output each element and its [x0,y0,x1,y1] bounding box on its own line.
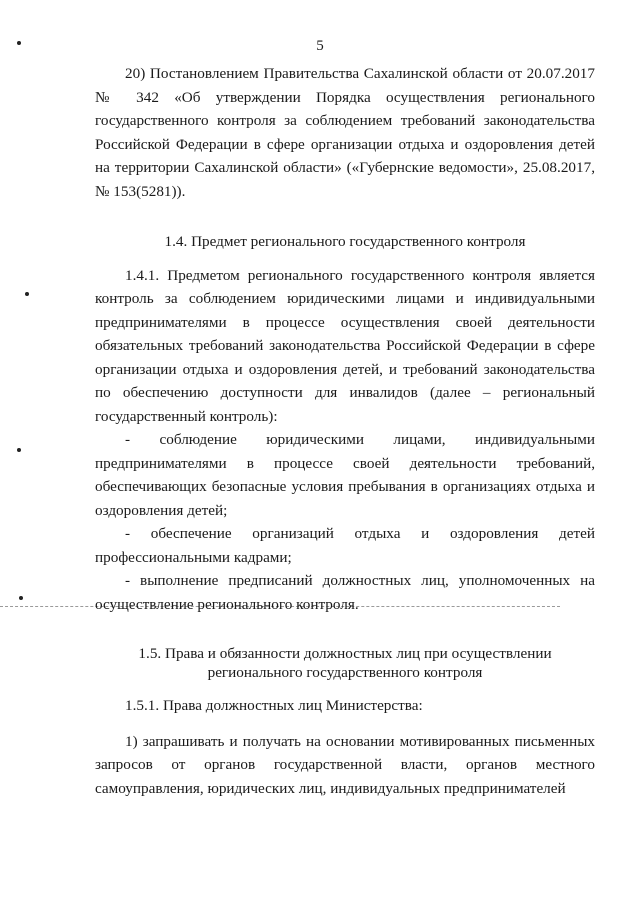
scan-speck [25,292,29,296]
bullet-item: - обеспечение организаций отдыха и оздоровления детей профессиональными кадрами; [95,525,595,566]
heading-line: регионального государственного контроля [207,664,483,681]
bullet-item: - соблюдение юридическими лицами, индивидуальными предпринимателями в процессе своей деятельности требований, обеспечивающих безопасные условия пребывания в организациях отдыха и оздоровления детей; [95,431,595,519]
document-body [95,62,595,800]
heading-line: 1.5. Права и обязанности должностных лиц при осуществлении [138,645,552,662]
bullet-item: - выполнение предписаний должностных лиц, уполномоченных на осуществление регионального контроля. [95,572,595,613]
paragraph-1-4-1: 1.4.1. Предметом регионального государственного контроля является контроль за соблюдением юридическими лицами и индивидуальными предпринимателями в процессе осуществления своей деятельности обязательных требований законодательства Российской Федерации в сфере организации отдыха и оздоровления детей, и требований законодательства по обеспечению доступности для инвалидов (далее – региональный государственный контроль): [95,266,595,425]
paragraph-1-5-1-item-1: 1) запрашивать и получать на основании мотивированных письменных запросов от органов государственной власти, органов местного самоуправления, юридических лиц, индивидуальных предпринимателей [95,732,595,797]
scan-speck [17,448,21,452]
page-number: 5 [316,38,324,54]
paragraph-1-5-1: 1.5.1. Права должностных лиц Министерства: [125,697,423,714]
scan-speck [19,596,23,600]
section-heading-1-4: 1.4. Предмет регионального государственного контроля [164,233,526,250]
section-heading-1-5 [95,644,595,682]
item-20: 20) Постановлением Правительства Сахалинской области от 20.07.2017 № 342 «Об утверждении Порядка осуществления регионального государственного контроля за соблюдением требований законодательства Российской Федерации в сфере организации отдыха и оздоровления детей на территории Сахалинской области» («Губернские ведомости», 25.08.2017, № 153(5281)). [95,65,595,200]
